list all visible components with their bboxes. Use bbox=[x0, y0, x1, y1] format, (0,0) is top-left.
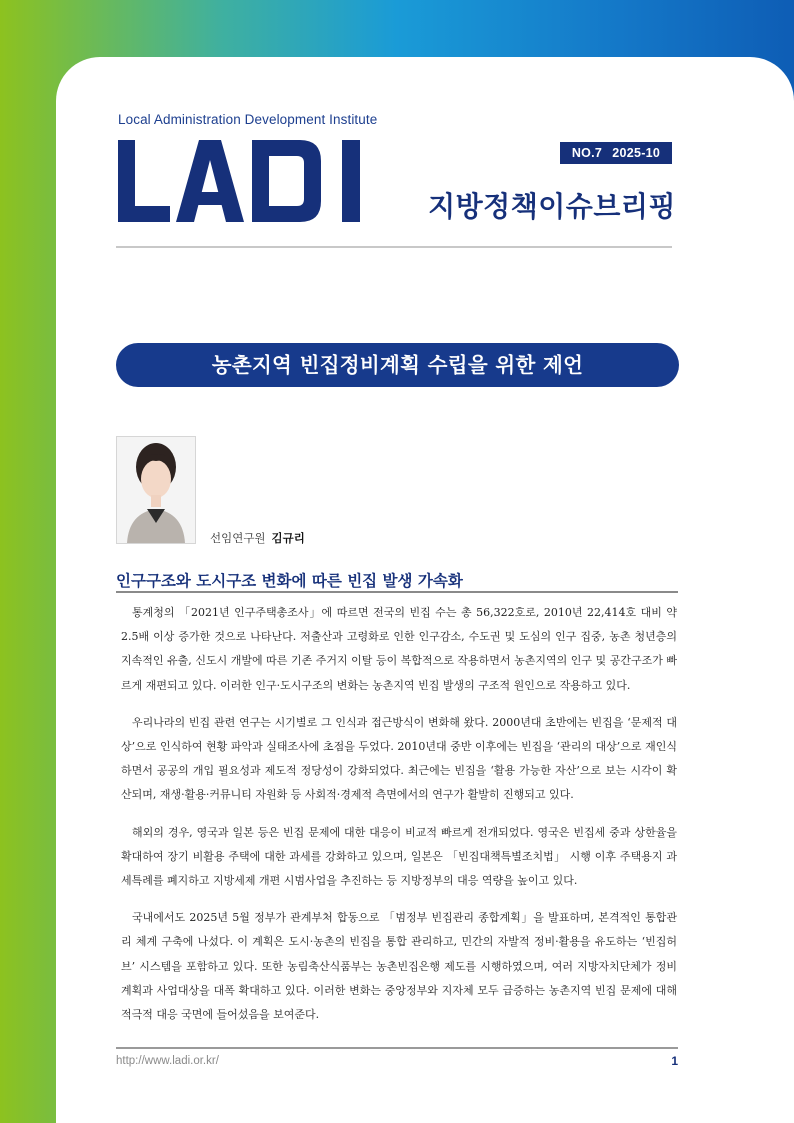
paragraph: 통계청의 「2021년 인구주택총조사」에 따르면 전국의 빈집 수는 총 56,322호로, 2010년 22,414호 대비 약 2.5배 이상 증가한 것으로 나타난다. 저출산과 고령화로 인한 인구감소, 수도권 및 도심의 인구 집중, 농촌 청년층의 지속적인 유출, 신도시 개발에 따른 기존 주거지 이탈 등이 복합적으로 작용하면서 농촌지역의 인구 및 공간구조가 빠르게 재편되고 있다. 이러한 인구·도시구조의 변화는 농촌지역 빈집 발생의 구조적 원인으로 작용하고 있다. bbox=[121, 606, 677, 692]
footer-url[interactable]: http://www.ladi.or.kr/ bbox=[116, 1055, 219, 1067]
author-role: 선임연구원 bbox=[210, 531, 266, 545]
paragraph: 국내에서도 2025년 5월 정부가 관계부처 합동으로 「범정부 빈집관리 종합계획」을 발표하며, 본격적인 통합관리 체계 구축에 나섰다. 이 계획은 도시·농촌의 빈집을 통합 관리하고, 민간의 자발적 정비·활용을 유도하는 ‘빈집허브’ 시스템을 포함하고 있다. 또한 농림축산식품부는 농촌빈집은행 제도를 시행하였으며, 여러 지방자치단체가 정비계획과 사업대상을 대폭 확대하고 있다. 이러한 변화는 중앙정부와 지자체 모두 급증하는 농촌지역 빈집 문제에 대해 적극적 대응 국면에 들어섰음을 보여준다. bbox=[121, 911, 677, 1022]
page-number: 1 bbox=[671, 1054, 678, 1068]
author-name: 김규리 bbox=[271, 531, 305, 545]
author-line bbox=[210, 530, 305, 546]
issue-number: NO.7 bbox=[571, 146, 603, 160]
issue-badge bbox=[560, 142, 672, 164]
author-portrait-image bbox=[117, 437, 195, 543]
issue-date: 2025-10 bbox=[612, 146, 661, 160]
header-divider bbox=[116, 246, 672, 248]
author-photo bbox=[116, 436, 196, 544]
paragraph: 해외의 경우, 영국과 일본 등은 빈집 문제에 대한 대응이 비교적 빠르게 전개되었다. 영국은 빈집세 중과 상한율을 확대하여 장기 비활용 주택에 대한 과세를 강화하고 있으며, 일본은 「빈집대책특별조치법」 시행 이후 주택용지 과세특례를 폐지하고 지방세제 개편 시범사업을 추진하는 등 지방정부의 대응 역량을 높이고 있다. bbox=[121, 825, 677, 888]
section-heading: 인구구조와 도시구조 변화에 따른 빈집 발생 가속화 bbox=[116, 572, 463, 590]
institute-name: Local Administration Development Institute bbox=[118, 112, 378, 127]
section-divider bbox=[116, 591, 678, 593]
series-title: 지방정책이슈브리핑 bbox=[428, 190, 676, 223]
report-title: 농촌지역 빈집정비계획 수립을 위한 제언 bbox=[116, 343, 679, 387]
footer-divider bbox=[116, 1047, 678, 1049]
paragraph: 우리나라의 빈집 관련 연구는 시기별로 그 인식과 접근방식이 변화해 왔다. 2000년대 초반에는 빈집을 ‘문제적 대상’으로 인식하여 현황 파악과 실태조사에 초점을 두었다. 2010년대 중반 이후에는 빈집을 ‘관리의 대상’으로 재인식하면서 공공의 개입 필요성과 제도적 정당성이 강화되었다. 최근에는 빈집을 ‘활용 가능한 자산’으로 보는 시각이 확산되며, 재생·활용·커뮤니티 자원화 등 사회적·경제적 측면에서의 연구가 활발히 진행되고 있다. bbox=[121, 715, 677, 802]
ladi-logo bbox=[116, 140, 388, 222]
body-text bbox=[121, 601, 677, 1040]
